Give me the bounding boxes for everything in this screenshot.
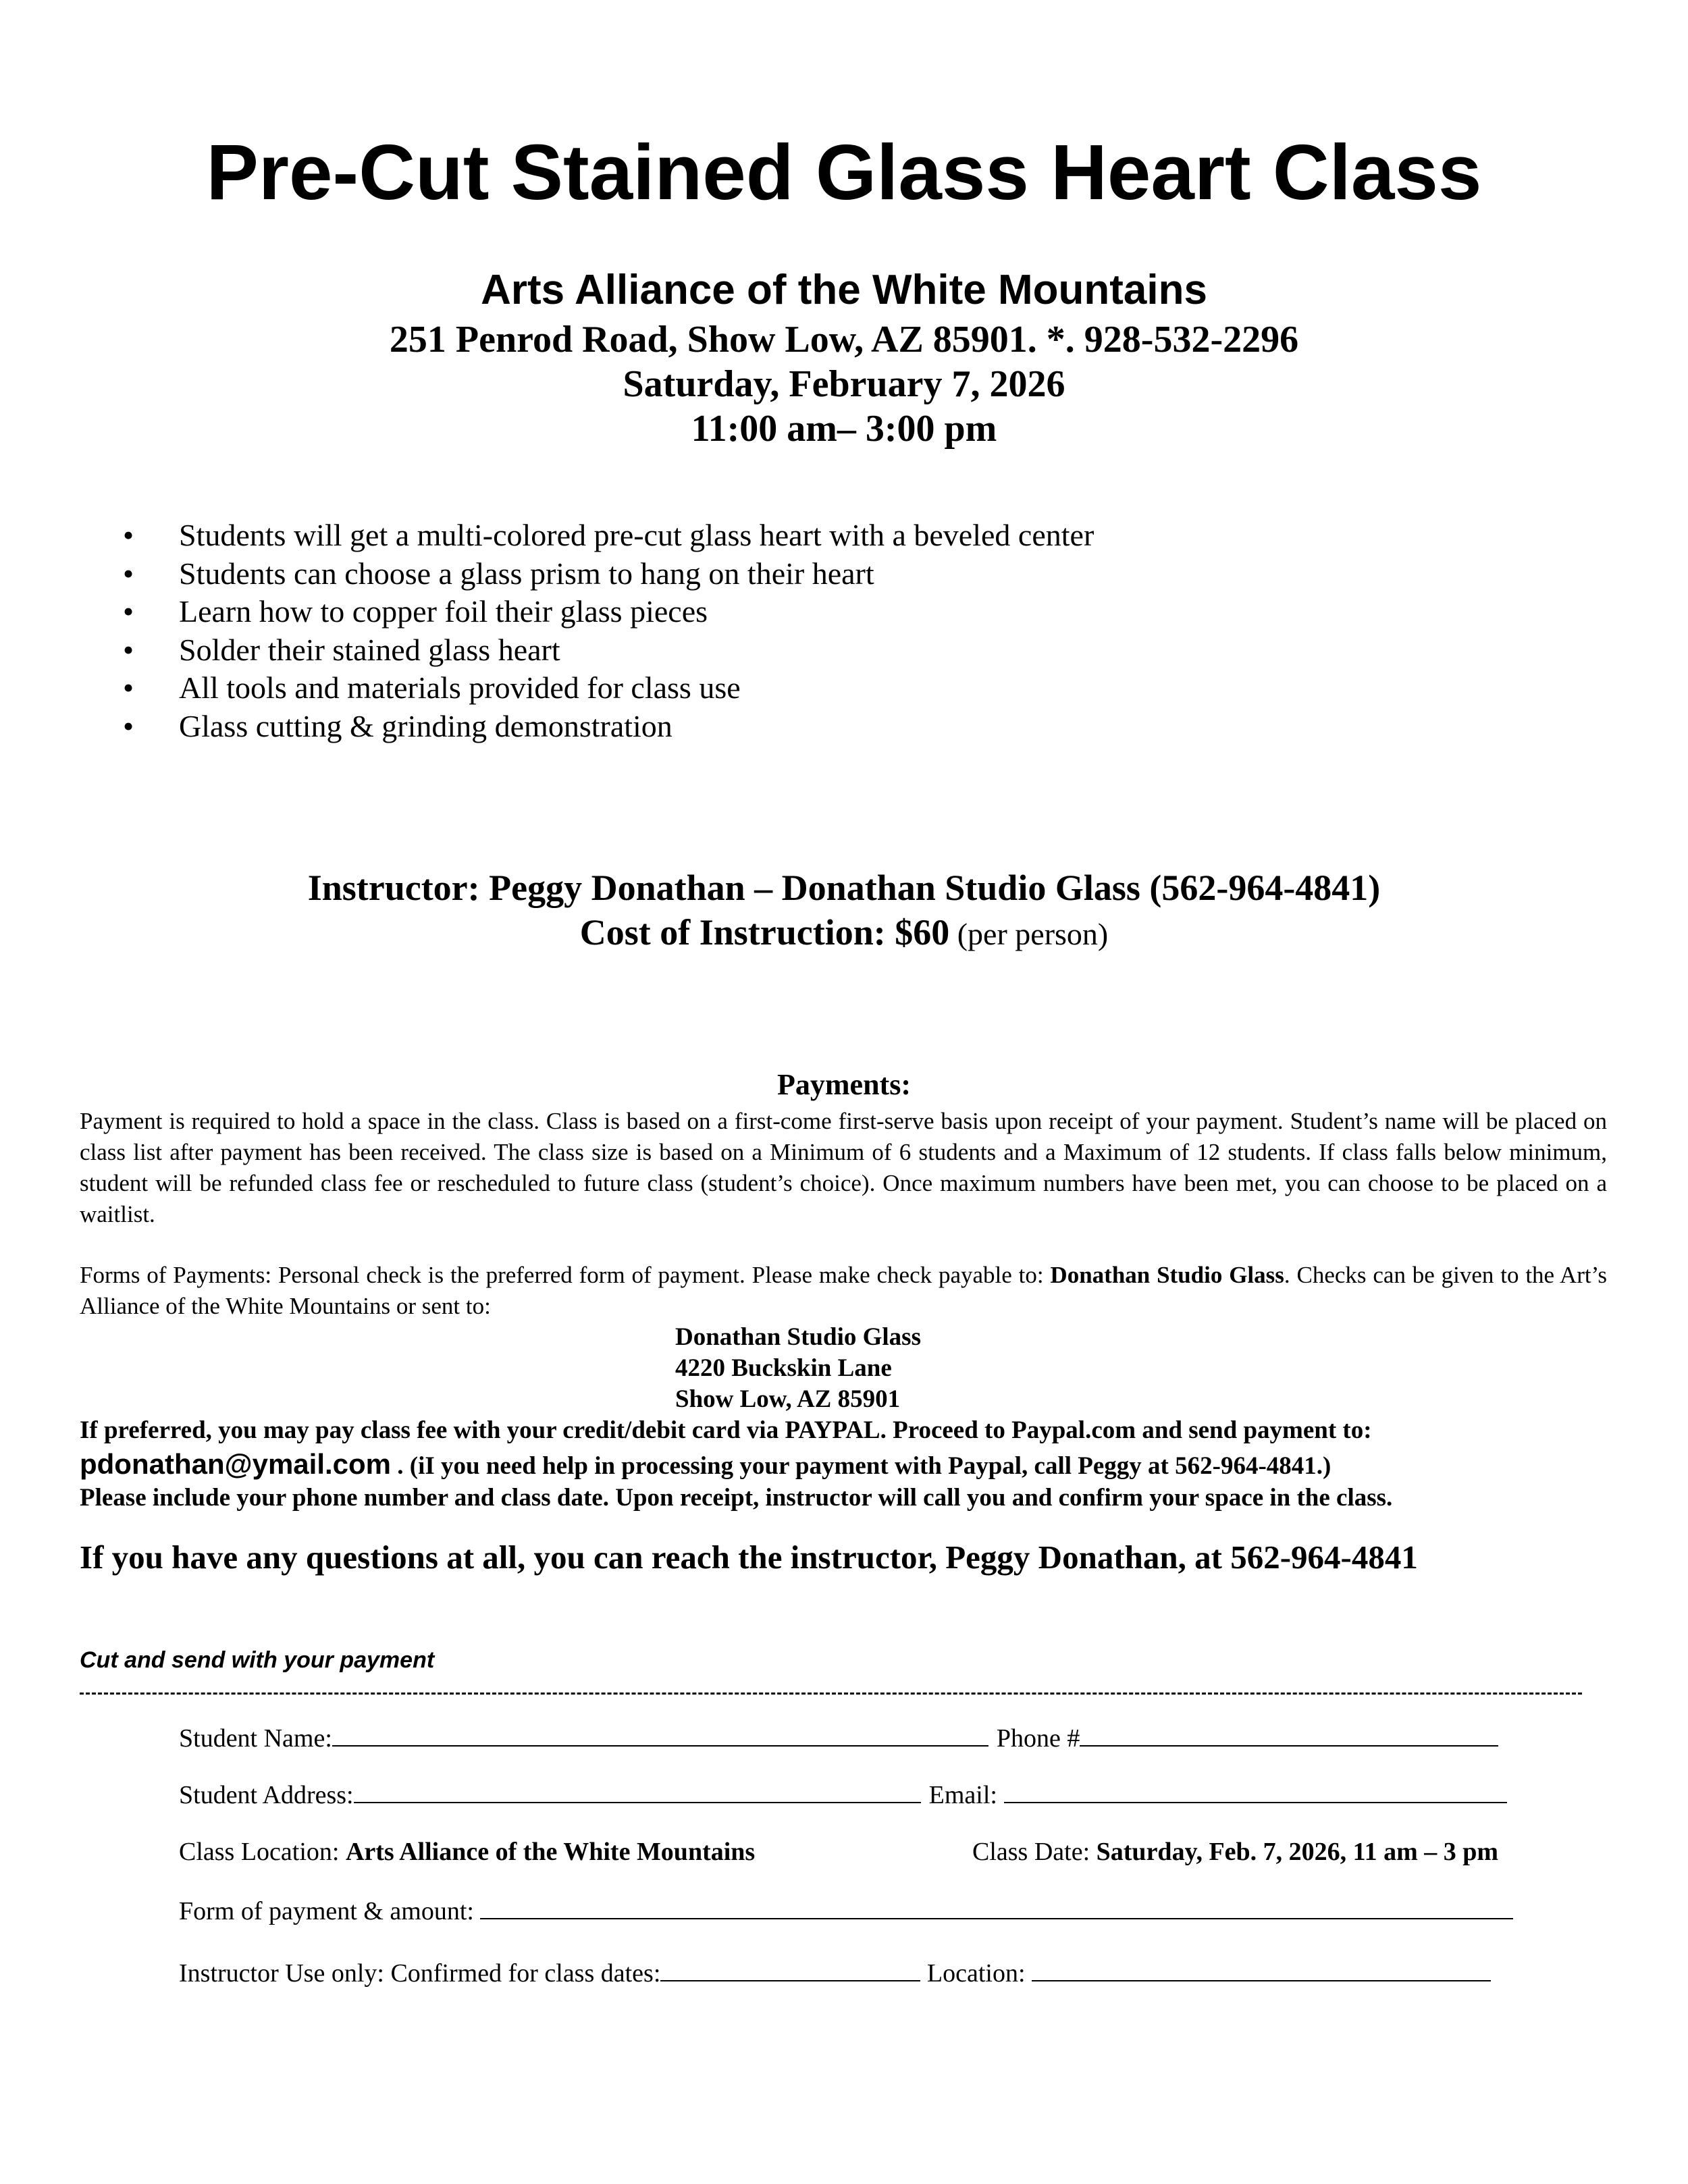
cost-line <box>0 910 1688 957</box>
payment-field[interactable] <box>480 1895 1513 1919</box>
forms-suffix: . Checks can be given to the Art’s Alliance of the White Mountains or sent to: <box>80 1262 1607 1319</box>
instructor-use-row <box>179 1956 1491 1990</box>
forms-prefix: Forms of Payments: Personal check is the preferred form of payment. Please make check payable to: <box>80 1262 1051 1288</box>
location-label: Location: <box>920 1959 1032 1988</box>
mail-address-line: Show Low, AZ 85901 <box>675 1385 901 1413</box>
email-label: Email: <box>928 1781 997 1809</box>
paypal-email: pdonathan@ymail.com <box>80 1448 392 1480</box>
mail-address-line: 4220 Buckskin Lane <box>675 1354 892 1382</box>
page-title: Pre-Cut Stained Glass Heart Class <box>206 128 1482 216</box>
list-item: • All tools and materials provided for class use <box>101 669 1094 708</box>
student-name-field[interactable] <box>332 1722 988 1747</box>
paypal-line: If preferred, you may pay class fee with your credit/debit card via PAYPAL. Proceed to Paypal.com and send payment to: <box>80 1416 1372 1444</box>
email-field[interactable] <box>1004 1779 1507 1803</box>
list-item: • Students can choose a glass prism to hang on their heart <box>101 555 1094 593</box>
questions-line: If you have any questions at all, you can reach the instructor, Peggy Donathan, at 562-964-4841 <box>80 1539 1418 1576</box>
include-line: Please include your phone number and class date. Upon receipt, instructor will call you and confirm your space in the class. <box>80 1484 1393 1512</box>
class-location-row <box>179 1835 755 1869</box>
cost-suffix: (per person) <box>949 917 1109 951</box>
list-item: • Learn how to copper foil their glass pieces <box>101 593 1094 631</box>
feature-list <box>101 516 1094 745</box>
student-name-label: Student Name: <box>179 1724 332 1753</box>
student-address-field[interactable] <box>354 1779 921 1803</box>
student-name-row <box>179 1722 1498 1755</box>
payments-paragraph: Payment is required to hold a space in the class. Class is based on a first-come first-serve basis upon receipt of your payment. Student’s name will be placed on class list after payment has been received. The class size is based on a Minimum of 6 students and a Maximum of 12 students. If class falls below minimum, student will be refunded class fee or rescheduled to future class (student’s choice). Once maximum numbers have been met, you can choose to be placed on a waitlist. <box>80 1108 1607 1227</box>
class-date: Saturday, February 7, 2026 <box>623 363 1065 405</box>
class-date-label: Class Date: <box>972 1838 1097 1866</box>
class-location-value: Arts Alliance of the White Mountains <box>345 1838 756 1866</box>
location-field[interactable] <box>1032 1957 1491 1981</box>
phone-label: Phone # <box>996 1724 1080 1753</box>
payment-label: Form of payment & amount: <box>179 1897 481 1925</box>
forms-of-payment <box>80 1260 1607 1322</box>
cost-label: Cost of Instruction: $60 <box>579 912 950 953</box>
forms-payee: Donathan Studio Glass <box>1050 1262 1284 1288</box>
student-address-label: Student Address: <box>179 1781 354 1809</box>
class-location-label: Class Location: <box>179 1838 346 1866</box>
org-name: Arts Alliance of the White Mountains <box>481 267 1207 313</box>
instructor-use-label: Instructor Use only: Confirmed for class dates: <box>179 1959 661 1988</box>
student-address-row <box>179 1778 1507 1812</box>
phone-field[interactable] <box>1080 1722 1498 1747</box>
list-item: • Glass cutting & grinding demonstration <box>101 708 1094 746</box>
cut-line <box>80 1693 1582 1695</box>
class-date-value: Saturday, Feb. 7, 2026, 11 am – 3 pm <box>1096 1838 1499 1866</box>
mail-address-line: Donathan Studio Glass <box>675 1323 921 1351</box>
org-address-phone: 251 Penrod Road, Show Low, AZ 85901. *. 928-532-2296 <box>389 319 1299 361</box>
list-item: • Solder their stained glass heart <box>101 631 1094 670</box>
list-item: • Students will get a multi-colored pre-cut glass heart with a beveled center <box>101 516 1094 555</box>
confirmed-dates-field[interactable] <box>660 1957 920 1981</box>
payment-row <box>179 1894 1513 1928</box>
class-date-row <box>972 1835 1498 1869</box>
paypal-email-line <box>80 1449 1331 1482</box>
payments-heading: Payments: <box>777 1068 911 1101</box>
class-time: 11:00 am– 3:00 pm <box>691 408 997 450</box>
instructor-line: Instructor: Peggy Donathan – Donathan Studio Glass (562-964-4841) <box>307 868 1381 908</box>
paypal-help: . (iI you need help in processing your payment with Paypal, call Peggy at 562-964-4841.) <box>391 1452 1331 1480</box>
cut-note: Cut and send with your payment <box>80 1647 435 1673</box>
